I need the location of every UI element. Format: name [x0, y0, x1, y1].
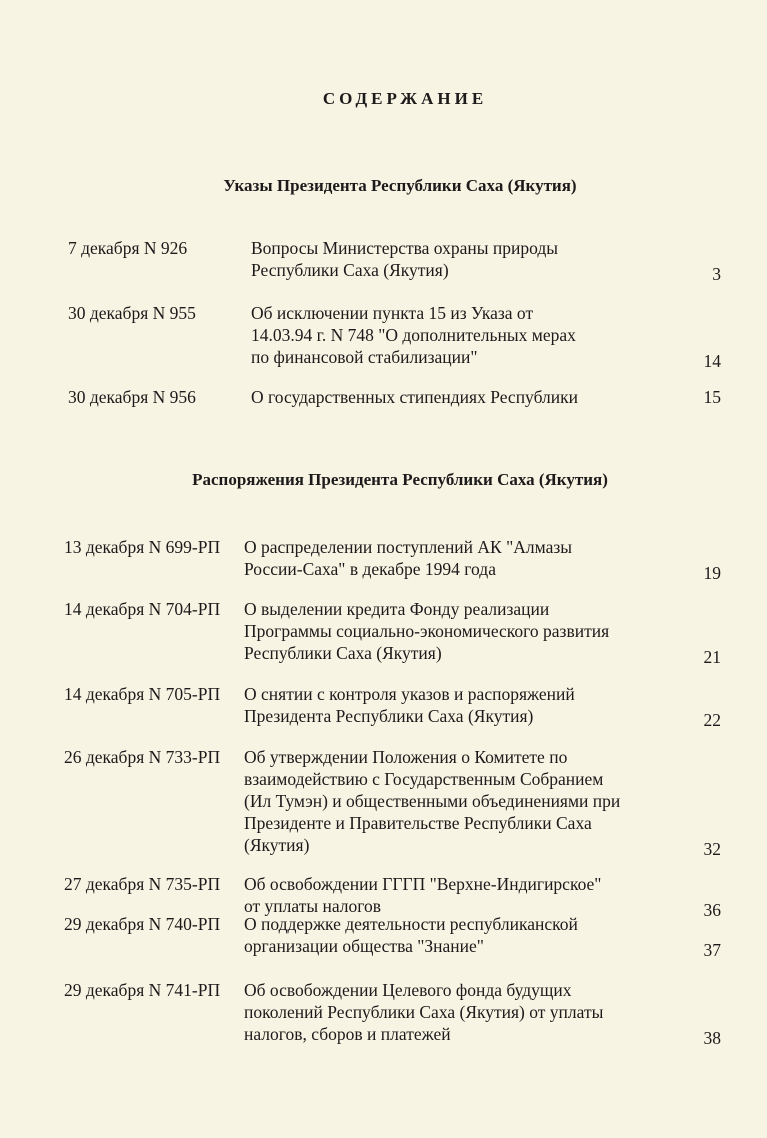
entry-title-line: Об исключении пункта 15 из Указа от [251, 303, 534, 323]
entry-date: 7 декабря N 926 [68, 238, 188, 258]
entry-date: 29 декабря N 740-РП [64, 914, 221, 934]
entry-title-line: О выделении кредита Фонду реализации [244, 599, 550, 619]
entry-date: 26 декабря N 733-РП [64, 747, 221, 767]
entry-title [251, 237, 558, 281]
entry-page-number: 32 [703, 839, 721, 859]
entry-title [251, 302, 576, 368]
entry-title [244, 598, 609, 664]
entry-title-line: налогов, сборов и платежей [244, 1024, 451, 1044]
entry-title-line: Республики Саха (Якутия) [251, 260, 449, 280]
entry-date: 27 декабря N 735-РП [64, 874, 221, 894]
entry-title-line: О снятии с контроля указов и распоряжений [244, 684, 575, 704]
entry-title-line: О распределении поступлений АК "Алмазы [244, 537, 573, 557]
section-heading-decrees: Указы Президента Республики Саха (Якутия) [223, 176, 577, 195]
entry-title-line: Об освобождении ГГГП "Верхне-Индигирское" [244, 874, 602, 894]
entry-title-line: Вопросы Министерства охраны природы [251, 238, 559, 258]
entry-page-number: 21 [703, 647, 721, 667]
entry-title-line: от уплаты налогов [244, 896, 382, 916]
entry-page-number: 3 [712, 264, 721, 284]
entry-page-number: 37 [703, 940, 721, 960]
entry-title [244, 979, 603, 1045]
entry-title-line: Об освобождении Целевого фонда будущих [244, 980, 572, 1000]
page-title: СОДЕРЖАНИЕ [322, 89, 488, 108]
entry-page-number: 36 [703, 900, 721, 920]
entry-title-line: поколений Республики Саха (Якутия) от уплаты [244, 1002, 604, 1022]
entry-title-line: Президенте и Правительстве Республики Саха [244, 813, 592, 833]
entry-title [244, 913, 578, 957]
entry-title-line: Программы социально-экономического развития [244, 621, 610, 641]
entry-page-number: 15 [703, 387, 721, 407]
entry-title-line: по финансовой стабилизации" [251, 347, 478, 367]
entry-date: 14 декабря N 704-РП [64, 599, 221, 619]
entry-date: 30 декабря N 955 [68, 303, 196, 323]
entry-title [244, 746, 620, 856]
entry-title-line: О поддержке деятельности республиканской [244, 914, 578, 934]
entry-title [251, 386, 578, 408]
entry-date: 13 декабря N 699-РП [64, 537, 221, 557]
entry-page-number: 22 [703, 710, 721, 730]
entry-title-line: Президента Республики Саха (Якутия) [244, 706, 534, 726]
entry-title-line: взаимодействию с Государственным Собранием [244, 769, 604, 789]
entry-title [244, 536, 572, 580]
entry-title-line: организации общества "Знание" [244, 936, 484, 956]
entry-page-number: 19 [703, 563, 721, 583]
entry-date: 30 декабря N 956 [68, 387, 196, 407]
entry-date: 14 декабря N 705-РП [64, 684, 221, 704]
entry-title-line: Об утверждении Положения о Комитете по [244, 747, 568, 767]
entry-title-line: России-Саха" в декабре 1994 года [244, 559, 496, 579]
entry-title-line: (Якутия) [244, 835, 310, 855]
entry-page-number: 14 [703, 351, 721, 371]
section-heading-orders: Распоряжения Президента Республики Саха (Якутия) [192, 470, 608, 489]
entry-date: 29 декабря N 741-РП [64, 980, 221, 1000]
entry-title-line: (Ил Тумэн) и общественными объединениями при [244, 791, 621, 811]
entry-page-number: 38 [703, 1028, 721, 1048]
entry-title [244, 683, 575, 727]
entry-title [244, 873, 601, 917]
entry-title-line: О государственных стипендиях Республики [251, 387, 579, 407]
entry-title-line: 14.03.94 г. N 748 "О дополнительных мерах [251, 325, 576, 345]
entry-title-line: Республики Саха (Якутия) [244, 643, 442, 663]
